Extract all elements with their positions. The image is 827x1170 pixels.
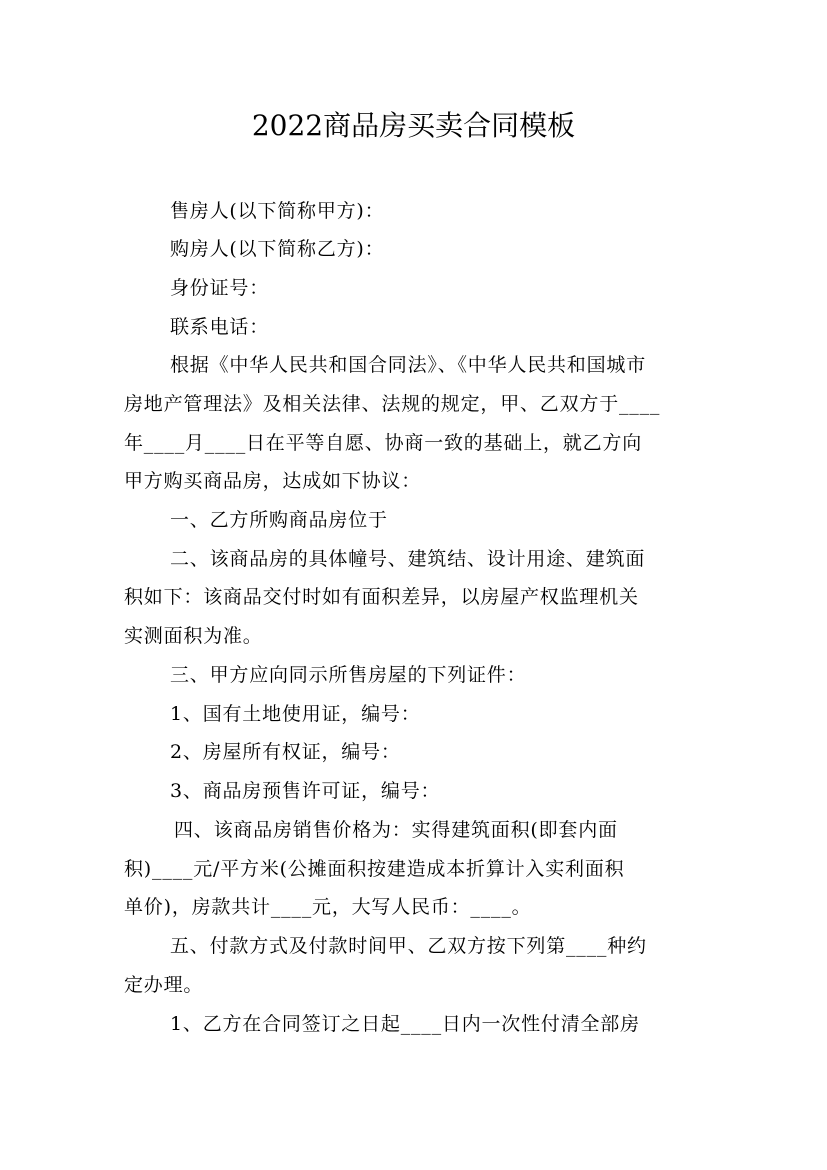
clause-4-line: 四、该商品房销售价格为：实得建筑面积(即套内面 (174, 819, 618, 841)
paragraph-line: 年____月____日在平等自愿、协商一致的基础上，就乙方向 (124, 432, 643, 454)
clause-1-line: 一、乙方所购商品房位于 (170, 509, 388, 531)
buyer-line: 购房人(以下简称乙方)： (170, 238, 385, 260)
paragraph-line: 甲方购买商品房，达成如下协议： (124, 470, 422, 492)
clause-5-line: 定办理。 (124, 974, 204, 996)
paragraph-line: 根据《中华人民共和国合同法》、《中华人民共和国城市 (170, 354, 647, 376)
clause-3-line: 三、甲方应向同示所售房屋的下列证件： (170, 664, 527, 686)
certificate-item: 3、商品房预售许可证，编号： (170, 780, 441, 802)
phone-line: 联系电话： (170, 316, 270, 338)
clause-2-line: 二、该商品房的具体幢号、建筑结、设计用途、建筑面 (170, 548, 646, 570)
payment-item: 1、乙方在合同签订之日起____日内一次性付清全部房 (170, 1013, 640, 1035)
seller-line: 售房人(以下简称甲方)： (170, 200, 385, 222)
certificate-item: 2、房屋所有权证，编号： (170, 741, 401, 763)
clause-2-line: 积如下：该商品交付时如有面积差异，以房屋产权监理机关 (124, 586, 639, 608)
paragraph-line: 房地产管理法》及相关法律、法规的规定，甲、乙双方于____ (124, 393, 661, 415)
clause-2-line: 实测面积为准。 (124, 625, 263, 647)
clause-4-line: 积)____元/平方米(公摊面积按建造成本折算计入实利面积 (124, 858, 625, 880)
id-number-line: 身份证号： (170, 277, 270, 299)
document-title: 2022商品房买卖合同模板 (251, 109, 576, 142)
clause-5-line: 五、付款方式及付款时间甲、乙双方按下列第____种约 (170, 935, 647, 957)
certificate-item: 1、国有土地使用证，编号： (170, 703, 421, 725)
clause-4-line: 单价)，房款共计____元，大写人民币：____。 (124, 896, 532, 918)
